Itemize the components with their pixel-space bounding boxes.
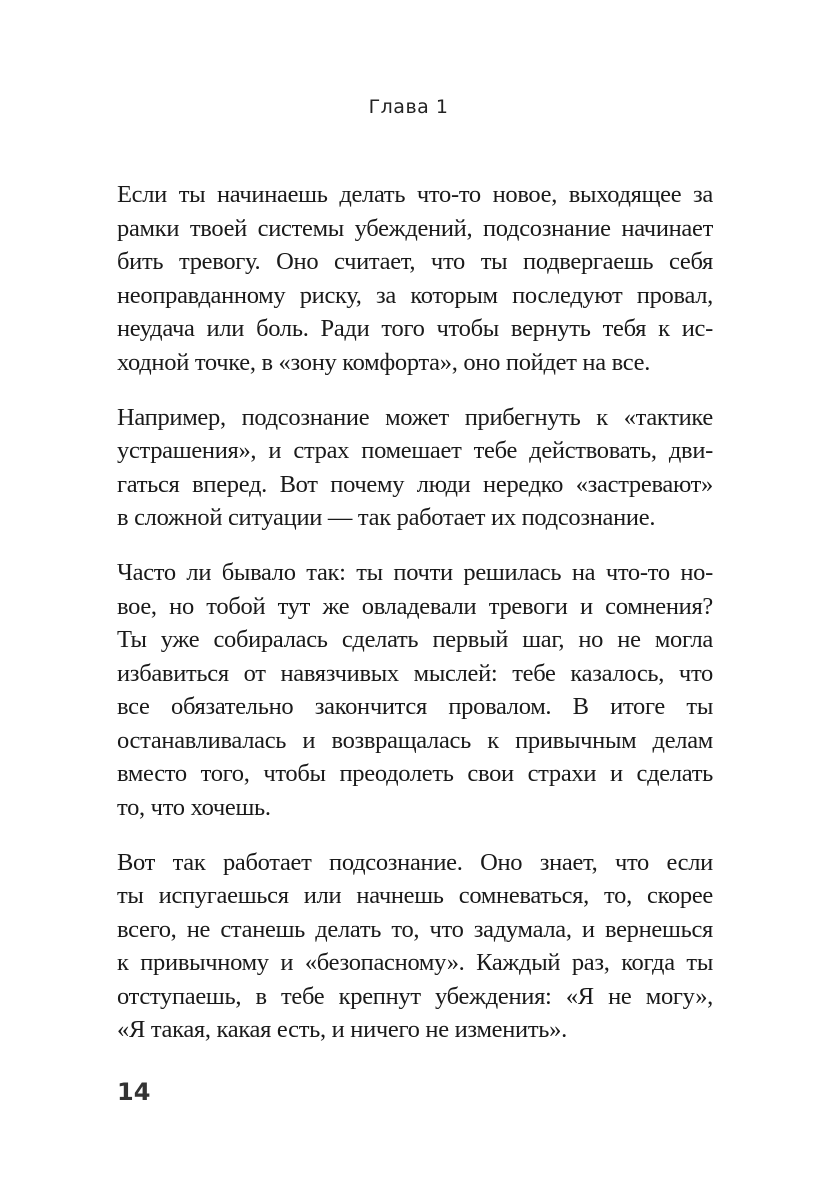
page-body [117,178,713,1047]
text-line: избавиться от навязчивых мыслей: тебе казалось, что [117,659,713,687]
text-line: Ты уже собиралась сделать первый шаг, но не могла [117,626,713,653]
paragraph [117,556,713,824]
text-line: то, что хочешь. [117,793,271,821]
text-line: рамки твоей системы убеждений, подсознание начинает [117,214,713,242]
text-line: Вот так работает подсознание. Оно знает, что если [117,848,713,876]
text-line: бить тревогу. Оно считает, что ты подвергаешь себя [117,248,713,275]
text-line: ты испугаешься или начнешь сомневаться, то, скорее [117,882,713,909]
text-line: гаться вперед. Вот почему люди нередко «застревают» [117,470,713,498]
text-line: останавливалась и возвращалась к привычным делам [117,726,713,754]
paragraph [117,846,713,1047]
text-line: в сложной ситуации — так работает их подсознание. [117,504,656,531]
page-number: 14 [117,1078,151,1106]
text-line: вое, но тобой тут же овладевали тревоги и сомнения? [117,592,713,620]
paragraph [117,178,713,379]
text-line: неоправданному риску, за которым последуют провал, [117,281,713,309]
text-line: устрашения», и страх помешает тебе действовать, дви- [117,437,713,464]
text-line: Часто ли бывало так: ты почти решилась на что-то но- [117,559,713,586]
text-line: Например, подсознание может прибегнуть к «тактике [117,403,713,431]
running-header: Глава 1 [368,96,449,118]
text-line: неудача или боль. Ради того чтобы вернуть тебя к ис- [117,315,713,342]
paragraph [117,401,713,535]
text-line: всего, не станешь делать то, что задумала, и вернешься [117,915,713,943]
text-line: ходной точке, в «зону комфорта», оно пойдет на все. [117,348,651,376]
text-line: «Я такая, какая есть, и ничего не изменить». [117,1016,567,1043]
text-line: отступаешь, в тебе крепнут убеждения: «Я не могу», [117,982,713,1010]
text-line: Если ты начинаешь делать что-то новое, выходящее за [117,181,713,208]
text-line: к привычному и «безопасному». Каждый раз, когда ты [117,949,713,976]
text-line: все обязательно закончится провалом. В итоге ты [117,693,713,720]
text-line: вместо того, чтобы преодолеть свои страхи и сделать [117,760,713,787]
